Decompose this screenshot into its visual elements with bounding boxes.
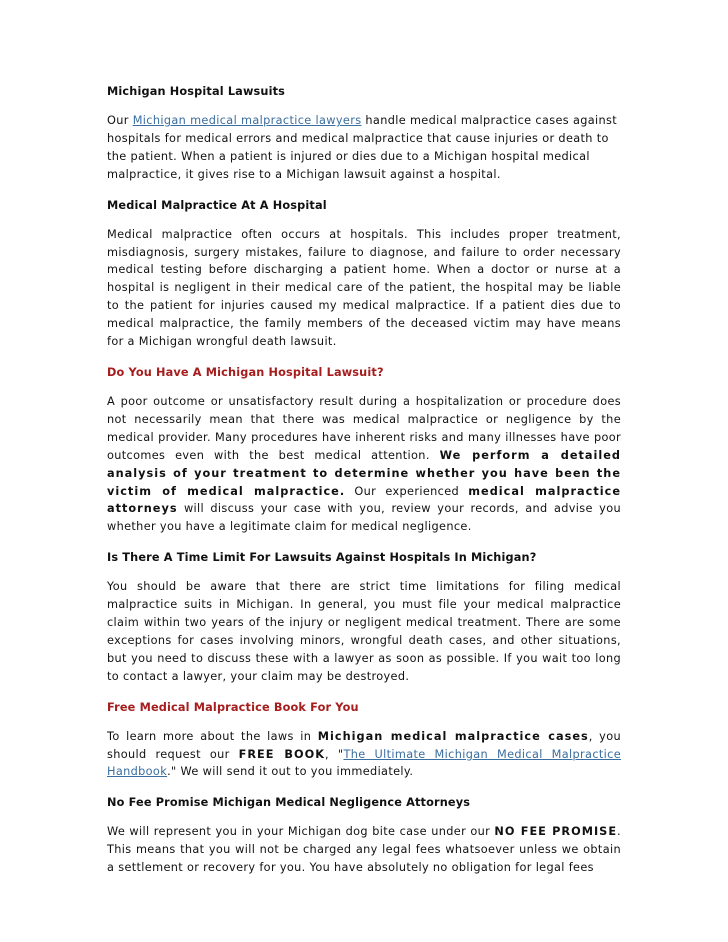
lawsuit-bold-analysis: We perform a detailed analysis of your treatment to determine whether you have been the victim of medical malpractice. [107,448,621,498]
paragraph-malpractice-at-hospital: Medical malpractice often occurs at hospitals. This includes proper treatment, misdiagnosis, surgery mistakes, failure to diagnose, and failure to order necessary medical testing before discharging a patient home. When a doctor or nurse at a hospital is negligent in their medical care of the patient, the hospital may be liable to the patient for injuries caused my medical malpractice. If a patient dies due to medical malpractice, the family members of the deceased victim may have means for a Michigan wrongful death lawsuit. [107,227,621,349]
lawsuit-text-c: will discuss your case with you, review your records, and advise you whether you have a legitimate claim for medical negligence. [107,502,621,534]
book-bold-free-book: FREE BOOK [238,747,325,761]
paragraph-free-book [107,728,621,782]
heading-michigan-hospital-lawsuits: Michigan Hospital Lawsuits [107,85,286,98]
book-text-d: ." We will send it out to you immediately. [167,765,414,779]
lawsuit-text-a: A poor outcome or unsatisfactory result during a hospitalization or procedure does not necessarily mean that there was medical malpractice or negligence by the medical provider. Many procedures have inherent risks and many illnesses have poor outcomes even with the best medical attention. [107,394,621,462]
nofee-text-a: We will represent you in your Michigan dog bite case under our [107,825,495,839]
book-bold-cases: Michigan medical malpractice cases [317,729,589,743]
book-text-b: , you should request our [107,729,621,761]
heading-do-you-have-lawsuit: Do You Have A Michigan Hospital Lawsuit? [107,365,384,379]
book-text-c: , " [325,747,344,761]
nofee-bold-promise: NO FEE PROMISE [494,825,618,839]
heading-no-fee-promise: No Fee Promise Michigan Medical Negligence Attorneys [107,796,471,810]
paragraph-no-fee-promise [107,823,621,877]
paragraph-intro [107,112,621,184]
paragraph-time-limit: You should be aware that there are strict time limitations for filing medical malpractice suits in Michigan. In general, you must file your medical malpractice claim within two years of the injury or negligent medical treatment. There are some exceptions for cases involving minors, wrongful death cases, and other situations, but you need to discuss these with a lawyer as soon as possible. If you wait too long to contact a lawyer, your claim may be destroyed. [107,580,621,683]
link-michigan-malpractice-lawyers[interactable]: Michigan medical malpractice lawyers [132,114,362,127]
paragraph-do-you-have-lawsuit [107,393,621,536]
book-text-a: To learn more about the laws in [107,729,318,743]
heading-malpractice-at-hospital: Medical Malpractice At A Hospital [107,198,327,212]
nofee-text-b: . This means that you will not be charged any legal fees whatsoever unless we obtain a settlement or recovery for you. You have absolutely no obligation for legal fees [107,825,621,875]
lawsuit-bold-attorneys: medical malpractice attorneys [107,484,621,516]
heading-time-limit: Is There A Time Limit For Lawsuits Against Hospitals In Michigan? [107,551,537,565]
link-malpractice-handbook[interactable]: The Ultimate Michigan Medical Malpractice Handbook [107,747,622,779]
intro-text-rest: handle medical malpractice cases against hospitals for medical errors and medical malpractice that cause injuries or death to the patient. When a patient is injured or dies due to a Michigan hospital medical malpractice, it gives rise to a Michigan lawsuit against a hospital. [107,114,618,181]
heading-free-book: Free Medical Malpractice Book For You [107,700,359,714]
intro-text-start: Our [107,114,133,127]
lawsuit-text-b: Our experienced [345,484,469,498]
